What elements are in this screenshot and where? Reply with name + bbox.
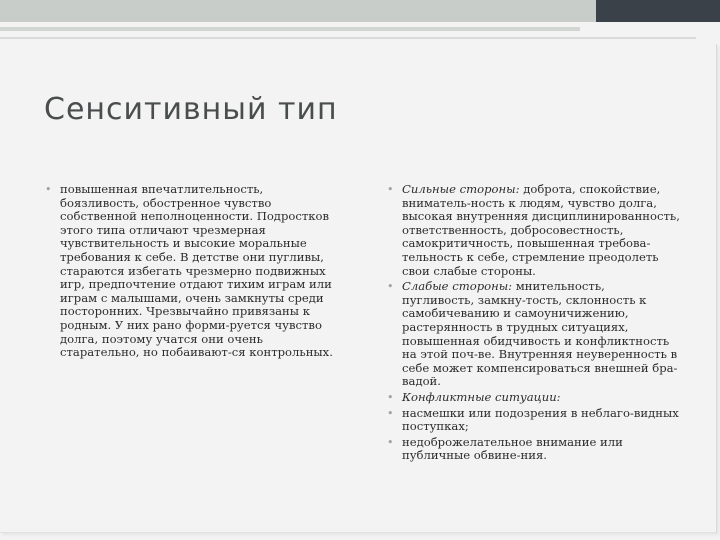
list-item: [387, 279, 680, 389]
left-bullet-list: [45, 182, 342, 360]
list-item-label: Сильные стороны:: [402, 182, 520, 196]
bullet-icon: •: [387, 435, 394, 449]
slide-title: Сенситивный тип: [44, 92, 338, 127]
list-item-label: Слабые стороны:: [402, 279, 513, 294]
left-column: [45, 182, 342, 362]
right-column: [387, 182, 680, 465]
top-bar-dark: [596, 0, 720, 22]
top-divider-line: [0, 27, 580, 31]
list-item: [387, 389, 680, 405]
list-item-text: доброта, спокойствие, вниматель-ность к людям, чувство долга, высокая внутренняя дисциплинированность, ответственность, добросовестность, самокритичность, повышенная требова-тельность к себе, стремление преодолеть свои слабые стороны.: [402, 182, 680, 278]
bullet-icon: •: [387, 183, 394, 196]
list-item: [387, 434, 680, 463]
bullet-icon: •: [387, 390, 394, 404]
list-item-text: недоброжелательное внимание или публичные обвине-ния.: [402, 434, 623, 463]
list-item-label: Конфликтные ситуации:: [402, 389, 561, 404]
bullet-icon: •: [387, 280, 394, 294]
bullet-icon: •: [387, 406, 394, 420]
list-item-text: насмешки или подозрения в неблаго-видных поступках;: [402, 405, 679, 434]
top-bar-light: [0, 0, 596, 22]
right-bullet-list: [387, 182, 680, 463]
decorative-top-bar: [0, 0, 720, 40]
list-item-text: мнительность, пугливость, замкну-тость, склонность к самобичеванию и самоуничижению, растерянность в трудных ситуациях, повышенная обидчивость и конфликтность на этой поч-ве. Внутренняя неуверенность в себе может компенсироваться внешней бра-вадой.: [402, 279, 678, 389]
list-item: [45, 182, 342, 360]
list-item: [387, 182, 680, 278]
list-item: [387, 405, 680, 434]
bullet-icon: •: [45, 183, 52, 196]
list-item-text: повышенная впечатлительность, боязливость, обостренное чувство собственной неполноценности. Подростков этого типа отличают чрезмерная чувствительность и высокие моральные требования к себе. В детстве они пугливы, стараются избегать чрезмерно подвижных игр, предпочтение отдают тихим играм или играм с малышами, очень замкнуты среди посторонних. Чрезвычайно привязаны к родным. У них рано форми-руется чувство долга, поэтому учатся они очень старательно, но побаивают-ся контрольных.: [60, 182, 333, 360]
top-divider-line-thin: [0, 37, 696, 39]
